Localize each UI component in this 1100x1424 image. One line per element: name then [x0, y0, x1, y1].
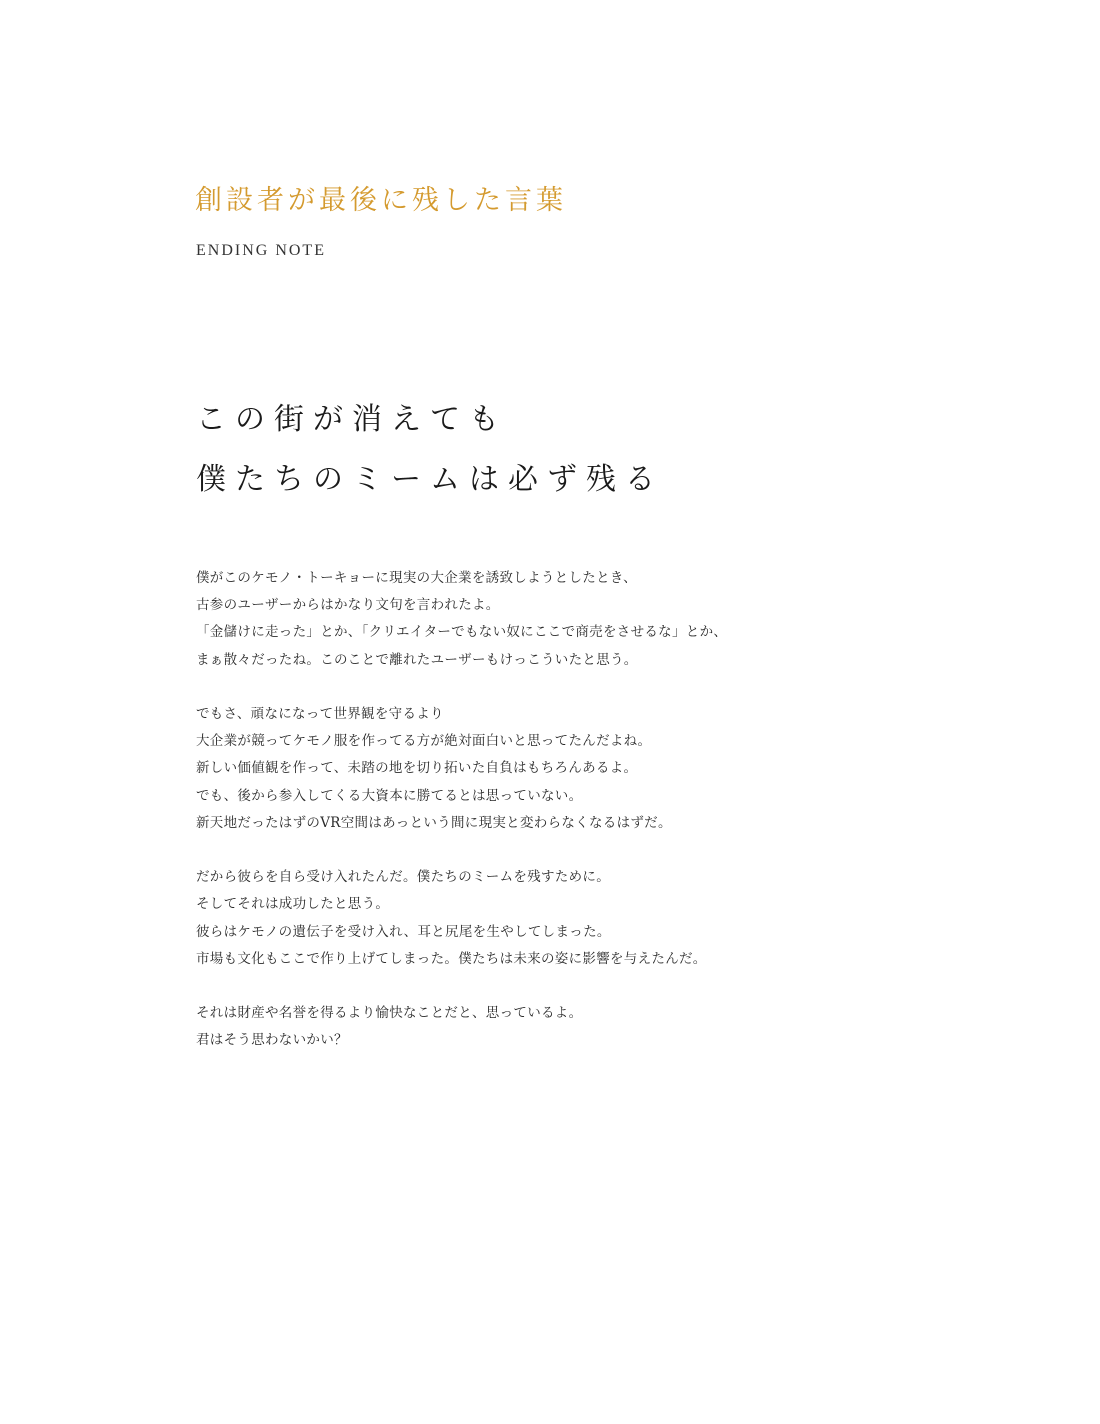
section-title: 創設者が最後に残した言葉 [195, 185, 567, 216]
headline-line-1: この街が消えても [196, 402, 508, 437]
text-line: 大企業が競ってケモノ服を作ってる方が絶対面白いと思ってたんだよね。 [196, 733, 652, 750]
text-line: まぁ散々だったね。このことで離れたユーザーもけっこういたと思う。 [196, 651, 638, 668]
text-line: 古参のユーザーからはかなり文句を言われたよ。 [196, 597, 500, 614]
text-line: だから彼らを自ら受け入れたんだ。僕たちのミームを残すために。 [196, 869, 610, 886]
text-line: 僕がこのケモノ・トーキョーに現実の大企業を誘致しようとしたとき、 [196, 570, 637, 586]
paragraph-3 [196, 864, 916, 973]
paragraph-4 [196, 1000, 916, 1054]
text-line: 君はそう思わないかい？ [196, 1032, 348, 1049]
text-line: そしてそれは成功したと思う。 [196, 896, 390, 913]
text-line: 新しい価値観を作って、未踏の地を切り拓いた自負はもちろんあるよ。 [196, 760, 638, 777]
text-line: 新天地だったはずのVR空間はあっという間に現実と変わらなくなるはずだ。 [196, 814, 672, 831]
headline [196, 390, 664, 510]
text-line: でもさ、頑なになって世界観を守るより [196, 706, 444, 722]
section-subtitle: ENDING NOTE [196, 242, 326, 259]
text-line: 彼らはケモノの遺伝子を受け入れ、耳と尻尾を生やしてしまった。 [196, 923, 611, 940]
text-line: 市場も文化もここで作り上げてしまった。僕たちは未来の姿に影響を与えたんだ。 [196, 950, 707, 967]
body-text [196, 565, 916, 1082]
text-line: でも、後から参入してくる大資本に勝てるとは思っていない。 [196, 787, 583, 804]
text-line: 「金儲けに走った」とか、「クリエイターでもない奴にここで商売をさせるな」とか、 [196, 624, 728, 641]
text-line: それは財産や名誉を得るより愉快なことだと、思っているよ。 [196, 1005, 583, 1022]
paragraph-1 [196, 565, 916, 674]
headline-line-2: 僕たちのミームは必ず残る [196, 462, 664, 497]
paragraph-2 [196, 701, 916, 837]
